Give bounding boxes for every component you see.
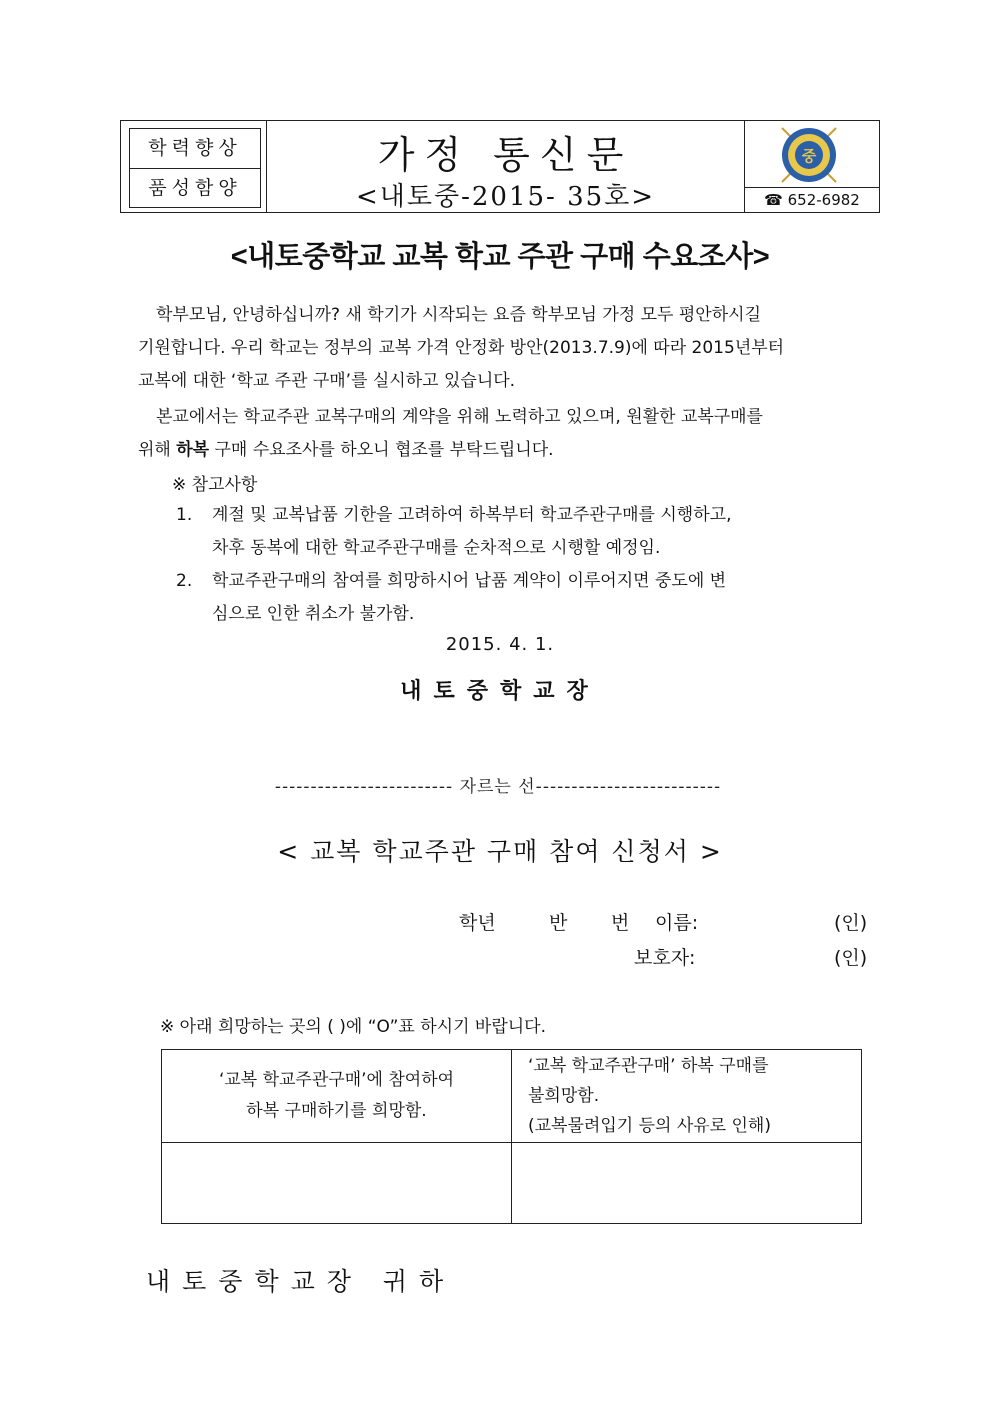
phone-number: 652-6982 — [787, 191, 860, 209]
paragraph-line: 본교에서는 학교주관 교복구매의 계약을 위해 노력하고 있으며, 원활한 교복구매를 — [156, 407, 763, 427]
cut-line: ------------------------- 자르는 선-------------------------- — [274, 777, 722, 797]
phone-icon: ☎ — [764, 191, 783, 209]
bold-word: 하복 — [176, 440, 210, 460]
closing: 내토중학교장 귀하 — [146, 1267, 456, 1296]
checkbox-cell-decline[interactable] — [512, 1143, 862, 1224]
motto-bottom: 품성함양 — [148, 177, 242, 199]
list-line: 심으로 인한 취소가 불가함. — [212, 604, 415, 624]
motto-top: 학력향상 — [130, 129, 260, 169]
list-line: 차후 동복에 대한 학교주관구매를 순차적으로 시행할 예정임. — [212, 538, 661, 558]
paragraph-line: 위해 하복 구매 수요조사를 하오니 협조를 부탁드립니다. — [138, 440, 554, 460]
number-label: 번 — [611, 912, 630, 934]
paragraph-line: 학부모님, 안녕하십니까? 새 학기가 시작되는 요즘 학부모님 가정 모두 평안하시길 — [156, 305, 761, 325]
name-label: 이름: — [655, 912, 699, 934]
student-seal: (인) — [834, 912, 868, 934]
issue-date: 2015. 4. 1. — [445, 634, 555, 655]
instruction: ※ 아래 희망하는 곳의 ( )에 “O”표 하시기 바랍니다. — [160, 1017, 547, 1037]
paragraph-line: 기원합니다. 우리 학교는 정부의 교복 가격 안정화 방안(2013.7.9)에 따라 2015년부터 — [138, 338, 785, 358]
document-number: <내토중-2015- 35호> — [355, 182, 656, 212]
paragraph-line: 교복에 대한 ‘학교 주관 구매’를 실시하고 있습니다. — [138, 371, 516, 391]
paragraph-1 — [138, 299, 878, 398]
grade-label: 학년 — [459, 912, 496, 934]
paragraph-2 — [138, 401, 878, 467]
logo-letter: 중 — [801, 147, 817, 165]
list-line: 학교주관구매의 참여를 희망하시어 납품 계약이 이루어지면 중도에 변 — [212, 571, 727, 591]
phone-box — [744, 187, 880, 213]
form-title: < 교복 학교주관 구매 참여 신청서 > — [277, 837, 723, 866]
choice-table — [161, 1049, 862, 1224]
list-item — [176, 499, 876, 565]
note-title: ※ 참고사항 — [172, 475, 258, 495]
list-number: 1. — [176, 505, 193, 525]
option-decline: ‘교복 학교주관구매’ 하복 구매를 불희망함. (교복물려입기 등의 사유로 인해) — [512, 1050, 862, 1143]
guardian-label: 보호자: — [634, 947, 696, 969]
list-line: 계절 및 교복납품 기한을 고려하여 하복부터 학교주관구매를 시행하고, — [212, 505, 732, 525]
guardian-seal: (인) — [834, 947, 868, 969]
checkbox-cell-participate[interactable] — [162, 1143, 512, 1224]
list-item — [176, 565, 876, 631]
option-participate: ‘교복 학교주관구매’에 참여하여 하복 구매하기를 희망함. — [162, 1050, 512, 1143]
signer: 내토중학교장 — [400, 679, 600, 704]
motto-box — [129, 128, 261, 208]
list-number: 2. — [176, 571, 193, 591]
document-title: 가정 통신문 — [377, 133, 634, 177]
class-label: 반 — [549, 912, 568, 934]
survey-heading: <내토중학교 교복 학교 주관 구매 수요조사> — [230, 241, 770, 273]
school-emblem-icon — [778, 124, 840, 186]
